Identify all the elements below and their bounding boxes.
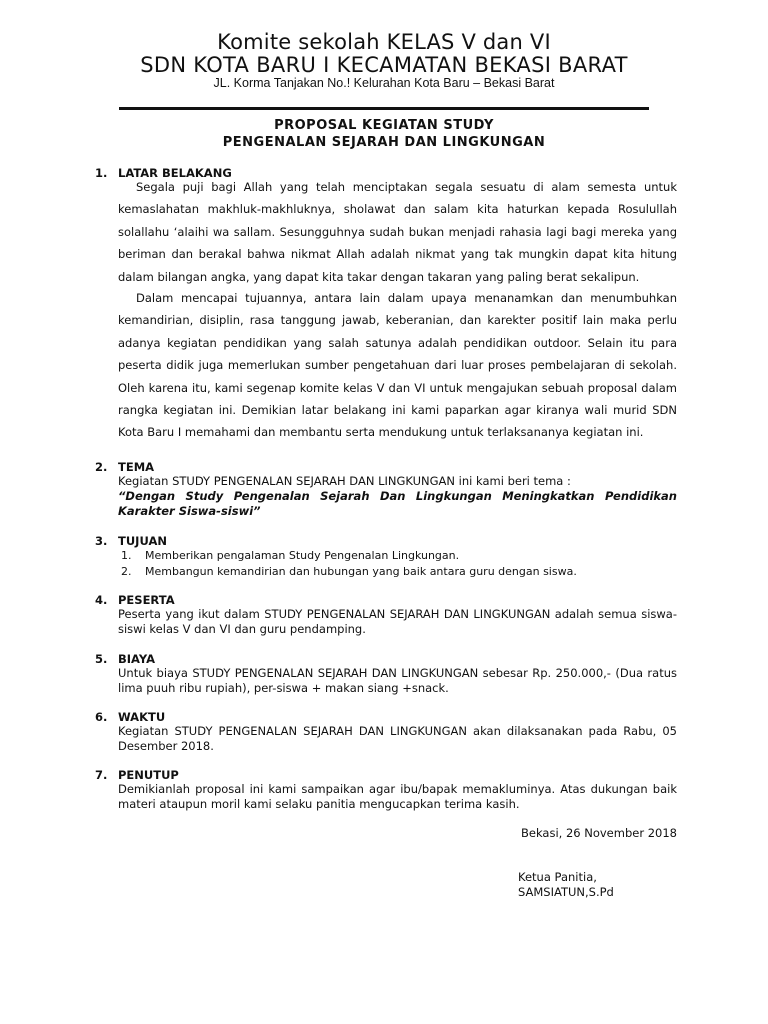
- theme-intro: Kegiatan STUDY PENGENALAN SEJARAH DAN LINGKUNGAN ini kami beri tema :: [118, 474, 571, 488]
- school-address: JL. Korma Tanjakan No.! Kelurahan Kota Baru – Bekasi Barat: [213, 76, 555, 90]
- section-heading-theme: TEMA: [118, 460, 155, 474]
- section-number: 4.: [95, 593, 108, 607]
- section-heading-cost: BIAYA: [118, 652, 155, 666]
- time-text: Kegiatan STUDY PENGENALAN SEJARAH DAN LINGKUNGAN akan dilaksanakan pada Rabu, 05 Desember 2018.: [118, 724, 677, 753]
- section-number: 3.: [95, 534, 108, 548]
- section-heading-closing: PENUTUP: [118, 768, 179, 782]
- theme-quote: “Dengan Study Pengenalan Sejarah Dan Lingkungan Meningkatkan Pendidikan Karakter Siswa-siswi”: [118, 489, 677, 518]
- section-number: 2.: [95, 460, 108, 474]
- background-paragraph-2: Dalam mencapai tujuannya, antara lain dalam upaya menanamkan dan menumbuhkan kemandirian, disiplin, rasa tanggung jawab, keberanian, dan karekter positif lain maka perlu adanya kegiatan pendidikan yang salah satunya adalah pendidikan outdoor. Selain itu para peserta didik juga memerlukan sumber pengetahuan dari luar proses pembelajaran di sekolah. Oleh karena itu, kami segenap komite kelas V dan VI untuk mengajukan sebuah proposal dalam rangka kegiatan ini. Demikian latar belakang ini kami paparkan agar kiranya wali murid SDN Kota Baru I memahami dan membantu serta mendukung untuk terlaksananya kegiatan ini.: [118, 291, 677, 440]
- section-heading-participants: PESERTA: [118, 593, 175, 607]
- cost-text: Untuk biaya STUDY PENGENALAN SEJARAH DAN LINGKUNGAN sebesar Rp. 250.000,- (Dua ratus lima puuh ribu rupiah), per-siswa + makan siang +snack.: [118, 666, 677, 695]
- goal-item: Membangun kemandirian dan hubungan yang baik antara guru dengan siswa.: [145, 565, 577, 578]
- participants-text: Peserta yang ikut dalam STUDY PENGENALAN SEJARAH DAN LINGKUNGAN adalah semua siswa-siswi kelas V dan VI dan guru pendamping.: [118, 607, 677, 636]
- section-heading-background: LATAR BELAKANG: [118, 166, 232, 180]
- closing-text: Demikianlah proposal ini kami sampaikan agar ibu/bapak memakluminya. Atas dukungan baik materi ataupun moril kami selaku panitia mengucapkan terima kasih.: [118, 782, 677, 811]
- letterhead-divider: [119, 107, 649, 110]
- signatory-name: SAMSIATUN,S.Pd: [518, 885, 614, 899]
- section-number: 6.: [95, 710, 108, 724]
- background-paragraph-1: Segala puji bagi Allah yang telah menciptakan segala sesuatu di alam semesta untuk kemaslahatan makhluk-makhluknya, sholawat dan salam kita haturkan kepada Rosulullah solallahu ‘alaihi wa sallam. Sesungguhnya sudah bukan menjadi rahasia lagi bagi mereka yang beriman dan berakal bahwa nikmat Allah adalah nikmat yang tak mungkin dapat kita hitung dalam bilangan angka, yang dapat kita takar dengan takaran yang paling berat sekalipun.: [118, 180, 677, 284]
- section-heading-goals: TUJUAN: [118, 534, 167, 548]
- section-number: 5.: [95, 652, 108, 666]
- goal-number: 1.: [121, 549, 132, 562]
- committee-name: Komite sekolah KELAS V dan VI: [217, 30, 551, 54]
- signatory-role: Ketua Panitia,: [518, 870, 597, 884]
- proposal-title-line1: PROPOSAL KEGIATAN STUDY: [274, 118, 494, 133]
- goal-number: 2.: [121, 565, 132, 578]
- goal-item: Memberikan pengalaman Study Pengenalan Lingkungan.: [145, 549, 460, 562]
- section-number: 1.: [95, 166, 108, 180]
- section-number: 7.: [95, 768, 108, 782]
- school-name: SDN KOTA BARU I KECAMATAN BEKASI BARAT: [140, 53, 628, 77]
- proposal-title-line2: PENGENALAN SEJARAH DAN LINGKUNGAN: [222, 135, 546, 150]
- section-heading-time: WAKTU: [118, 710, 166, 724]
- place-date: Bekasi, 26 November 2018: [520, 826, 677, 840]
